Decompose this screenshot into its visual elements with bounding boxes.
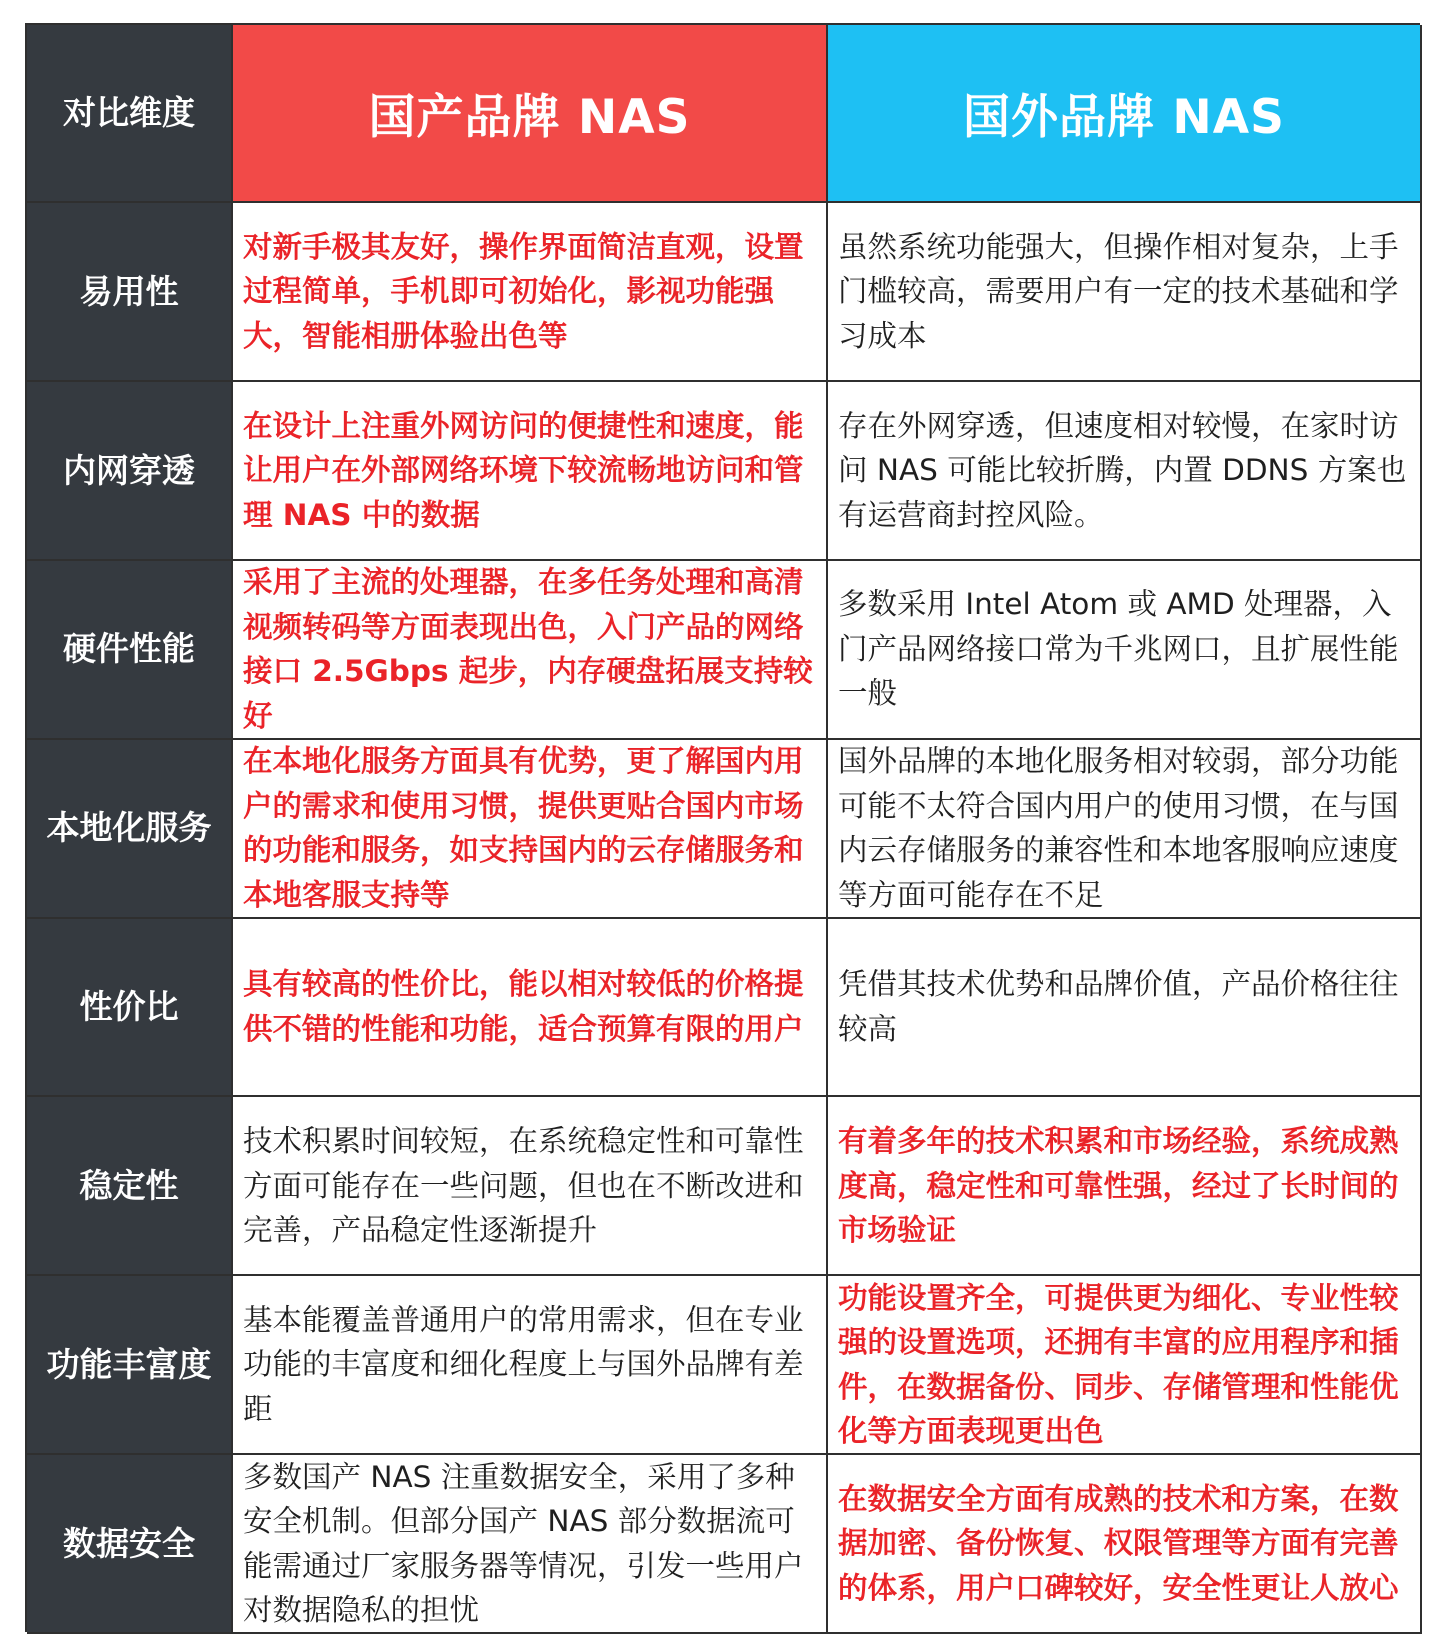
foreign-text: 在数据安全方面有成熟的技术和方案，在数据加密、备份恢复、权限管理等方面有完善的体系，用户口碑较好，安全性更让人放心 [838, 1481, 1399, 1605]
row-dimension: 易用性 [27, 203, 233, 382]
row-domestic-cell [233, 919, 828, 1098]
row-foreign-cell [828, 561, 1422, 740]
foreign-text: 功能设置齐全，可提供更为细化、专业性较强的设置选项，还拥有丰富的应用程序和插件，在数据备份、同步、存储管理和性能优化等方面表现更出色 [838, 1280, 1399, 1449]
domestic-text: 技术积累时间较短，在系统稳定性和可靠性方面可能存在一些问题，但也在不断改进和完善，产品稳定性逐渐提升 [243, 1124, 804, 1248]
row-dimension: 硬件性能 [27, 561, 233, 740]
header-foreign-nas: 国外品牌 NAS [828, 25, 1422, 203]
row-dimension: 稳定性 [27, 1097, 233, 1276]
foreign-text: 多数采用 Intel Atom 或 AMD 处理器，入门产品网络接口常为千兆网口，且扩展性能一般 [838, 587, 1399, 711]
row-dimension: 本地化服务 [27, 740, 233, 919]
header-dimension: 对比维度 [27, 25, 233, 203]
domestic-text: 具有较高的性价比，能以相对较低的价格提供不错的性能和功能，适合预算有限的用户 [243, 967, 804, 1046]
domestic-text: 对新手极其友好，操作界面简洁直观，设置过程简单，手机即可初始化，影视功能强大，智能相册体验出色等 [243, 229, 804, 353]
row-domestic-cell [233, 740, 828, 919]
row-domestic-cell [233, 1276, 828, 1455]
row-foreign-cell [828, 1097, 1422, 1276]
foreign-text: 有着多年的技术积累和市场经验，系统成熟度高，稳定性和可靠性强，经过了长时间的市场验证 [838, 1124, 1399, 1248]
domestic-text: 在设计上注重外网访问的便捷性和速度，能让用户在外部网络环境下较流畅地访问和管理 NAS 中的数据 [243, 408, 804, 532]
row-dimension: 功能丰富度 [27, 1276, 233, 1455]
row-domestic-cell [233, 382, 828, 561]
row-domestic-cell [233, 1455, 828, 1634]
foreign-text: 凭借其技术优势和品牌价值，产品价格往往较高 [838, 967, 1399, 1046]
domestic-text: 基本能覆盖普通用户的常用需求，但在专业功能的丰富度和细化程度上与国外品牌有差距 [243, 1302, 804, 1426]
comparison-table [25, 23, 1420, 1632]
header-domestic-nas: 国产品牌 NAS [233, 25, 828, 203]
foreign-text: 国外品牌的本地化服务相对较弱，部分功能可能不太符合国内用户的使用习惯，在与国内云存储服务的兼容性和本地客服响应速度等方面可能存在不足 [838, 744, 1399, 912]
row-domestic-cell [233, 203, 828, 382]
row-foreign-cell [828, 203, 1422, 382]
row-dimension: 性价比 [27, 919, 233, 1098]
row-domestic-cell [233, 1097, 828, 1276]
row-domestic-cell [233, 561, 828, 740]
domestic-text: 采用了主流的处理器，在多任务处理和高清视频转码等方面表现出色，入门产品的网络接口 2.5Gbps 起步，内存硬盘拓展支持较好 [243, 565, 813, 733]
row-foreign-cell [828, 1276, 1422, 1455]
domestic-text: 多数国产 NAS 注重数据安全，采用了多种安全机制。但部分国产 NAS 部分数据流可能需通过厂家服务器等情况，引发一些用户对数据隐私的担忧 [243, 1459, 804, 1628]
foreign-text: 虽然系统功能强大，但操作相对复杂，上手门槛较高，需要用户有一定的技术基础和学习成本 [838, 229, 1399, 353]
row-dimension: 数据安全 [27, 1455, 233, 1634]
row-foreign-cell [828, 1455, 1422, 1634]
row-foreign-cell [828, 740, 1422, 919]
domestic-text: 在本地化服务方面具有优势，更了解国内用户的需求和使用习惯，提供更贴合国内市场的功能和服务，如支持国内的云存储服务和本地客服支持等 [243, 744, 804, 912]
row-foreign-cell [828, 919, 1422, 1098]
row-dimension: 内网穿透 [27, 382, 233, 561]
foreign-text: 存在外网穿透，但速度相对较慢，在家时访问 NAS 可能比较折腾，内置 DDNS 方案也有运营商封控风险。 [838, 408, 1407, 532]
row-foreign-cell [828, 382, 1422, 561]
